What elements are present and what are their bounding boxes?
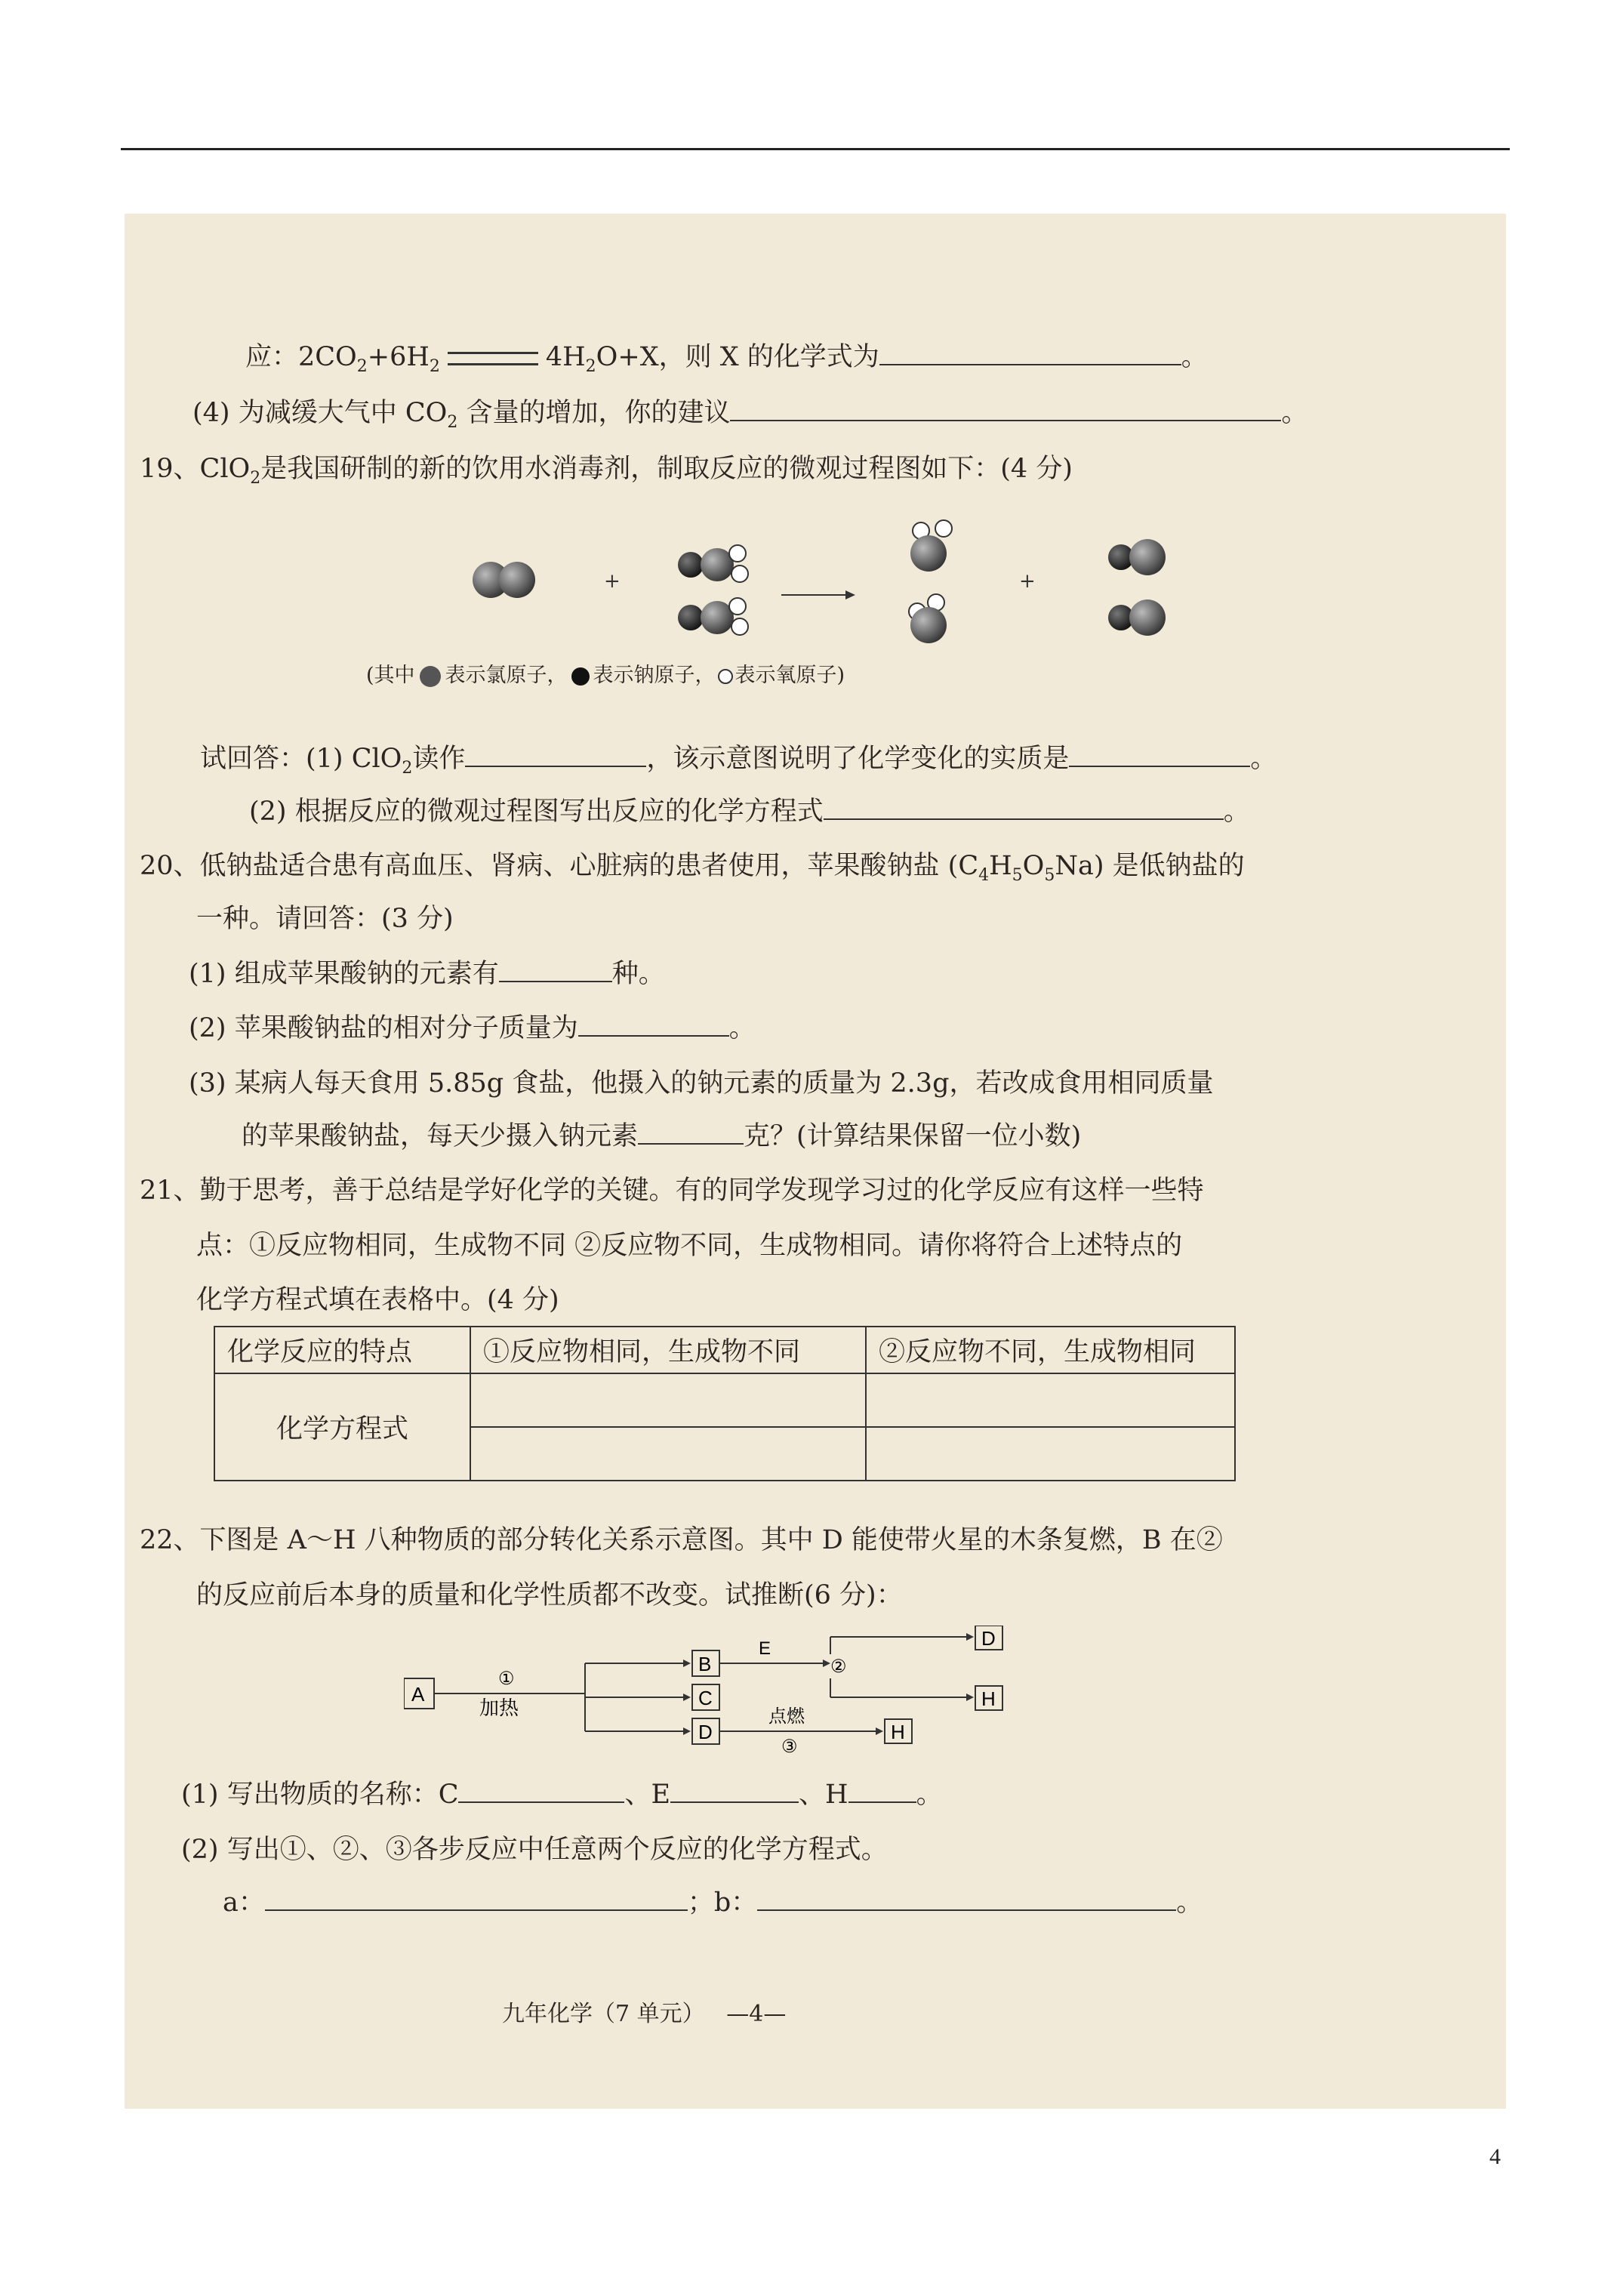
label-H-2: H [981, 1687, 996, 1710]
chlorine-dioxide-molecule-icon [909, 594, 947, 643]
answer-blank[interactable] [458, 1779, 624, 1803]
table-header-cell: ②反应物不同，生成物相同 [866, 1327, 1235, 1373]
plus-sign: + [1019, 570, 1036, 593]
equals-sign [448, 352, 538, 365]
answer-cell[interactable] [866, 1373, 1235, 1427]
q19-part1: 试回答：(1) ClO$_2$读作 ，该示意图说明了化学变化的实质是 。 [200, 744, 1277, 778]
heat-label: 加热 [479, 1697, 519, 1719]
answer-blank[interactable] [1069, 743, 1250, 767]
scan-footer: 九年化学（7 单元） —4— [502, 2001, 787, 2027]
answer-blank[interactable] [730, 397, 1281, 421]
q19-intro: 19、ClO$_2$是我国研制的新的饮用水消毒剂，制取反应的微观过程图如下：(4 分) [140, 454, 1073, 488]
oxygen-atom-icon [716, 665, 735, 688]
label-D-2: D [981, 1627, 996, 1650]
molecule-legend: (其中 表示氯原子， 表示钠原子， 表示氧原子) [366, 664, 845, 687]
header-rule [121, 148, 1510, 150]
q20-part2: (2) 苹果酸钠盐的相对分子质量为 。 [189, 1013, 756, 1043]
answer-blank-a[interactable] [265, 1887, 688, 1911]
label-A: A [411, 1683, 425, 1706]
chlorine-dioxide-molecule-icon [910, 520, 952, 572]
q22-line2: 的反应前后本身的质量和化学性质都不改变。试推断(6 分)： [196, 1580, 903, 1610]
sodium-chloride-molecule-icon [1108, 539, 1166, 575]
answer-blank[interactable] [824, 796, 1224, 820]
label-D: D [698, 1721, 713, 1743]
answer-blank[interactable] [578, 1012, 729, 1037]
label-H: H [891, 1721, 905, 1743]
sodium-chlorite-molecule-icon [678, 545, 748, 582]
sodium-chloride-molecule-icon [1108, 599, 1166, 636]
plus-sign: + [604, 570, 621, 593]
q19-part2: (2) 根据反应的微观过程图写出反应的化学方程式 。 [249, 797, 1250, 827]
q21-line2: 点：①反应物相同，生成物不同 ②反应物不同，生成物相同。请你将符合上述特点的 [196, 1231, 1183, 1261]
chlorine-atom-icon [415, 665, 445, 688]
q18-line1: 应：$2CO_2+6H_2$ $4H_2O+X$，则 X 的化学式为 。 [245, 342, 1208, 376]
q20-line1: 20、低钠盐适合患有高血压、肾病、心脏病的患者使用，苹果酸钠盐 $(C_4H_5O_5Na)$ 是低钠盐的 [140, 851, 1245, 885]
answer-cell[interactable] [866, 1427, 1235, 1481]
page-number: 4 [1489, 2144, 1501, 2169]
scanned-exam-page [125, 214, 1506, 2109]
answer-cell[interactable] [470, 1427, 866, 1481]
q21-answer-table [214, 1326, 1236, 1481]
answer-blank-b[interactable] [757, 1887, 1176, 1911]
q18-line2: (4) 为减缓大气中 $CO_2$ 含量的增加，你的建议 。 [192, 398, 1308, 432]
answer-blank[interactable] [465, 743, 646, 767]
sodium-chlorite-molecule-icon [678, 598, 748, 635]
sodium-atom-icon [568, 665, 593, 688]
q21-line1: 21、勤于思考，善于总结是学好化学的关键。有的同学发现学习过的化学反应有这样一些特 [140, 1176, 1204, 1206]
q22-line1: 22、下图是 A～H 八种物质的部分转化关系示意图。其中 D 能使带火星的木条复燃，B 在② [140, 1525, 1223, 1555]
table-row-label: 化学方程式 [214, 1373, 470, 1481]
answer-blank[interactable] [499, 958, 612, 982]
q20-line2: 一种。请回答：(3 分) [196, 904, 454, 934]
ignite-label: 点燃 [768, 1706, 805, 1727]
q21-line3: 化学方程式填在表格中。(4 分) [196, 1285, 559, 1315]
label-B: B [698, 1653, 712, 1675]
label-E: E [759, 1638, 771, 1659]
table-header-cell: 化学反应的特点 [214, 1327, 470, 1373]
q20-part3-line2: 的苹果酸钠盐，每天少摄入钠元素 克？(计算结果保留一位小数) [242, 1121, 1082, 1151]
q22-part1: (1) 写出物质的名称：C 、E 、H 。 [181, 1780, 943, 1810]
q20-part3-line1: (3) 某病人每天食用 5.85g 食盐，他摄入的钠元素的质量为 2.3g，若改成食用相同质量 [189, 1068, 1214, 1099]
label-C: C [698, 1687, 713, 1709]
answer-blank[interactable] [848, 1779, 916, 1803]
conversion-diagram [404, 1626, 1272, 1777]
chlorine-molecule-icon [473, 562, 535, 598]
answer-blank[interactable] [879, 341, 1181, 365]
answer-cell[interactable] [470, 1373, 866, 1427]
step-3: ③ [781, 1737, 798, 1757]
step-2: ② [830, 1657, 847, 1677]
answer-blank[interactable] [670, 1779, 799, 1803]
answer-blank[interactable] [638, 1120, 744, 1145]
table-header-cell: ①反应物相同，生成物不同 [470, 1327, 866, 1373]
q20-part1: (1) 组成苹果酸钠的元素有 种。 [189, 959, 665, 989]
step-1: ① [498, 1669, 515, 1689]
q22-part2: (2) 写出①、②、③各步反应中任意两个反应的化学方程式。 [181, 1835, 888, 1865]
q22-part2-answers: a： ；b： 。 [223, 1888, 1203, 1918]
